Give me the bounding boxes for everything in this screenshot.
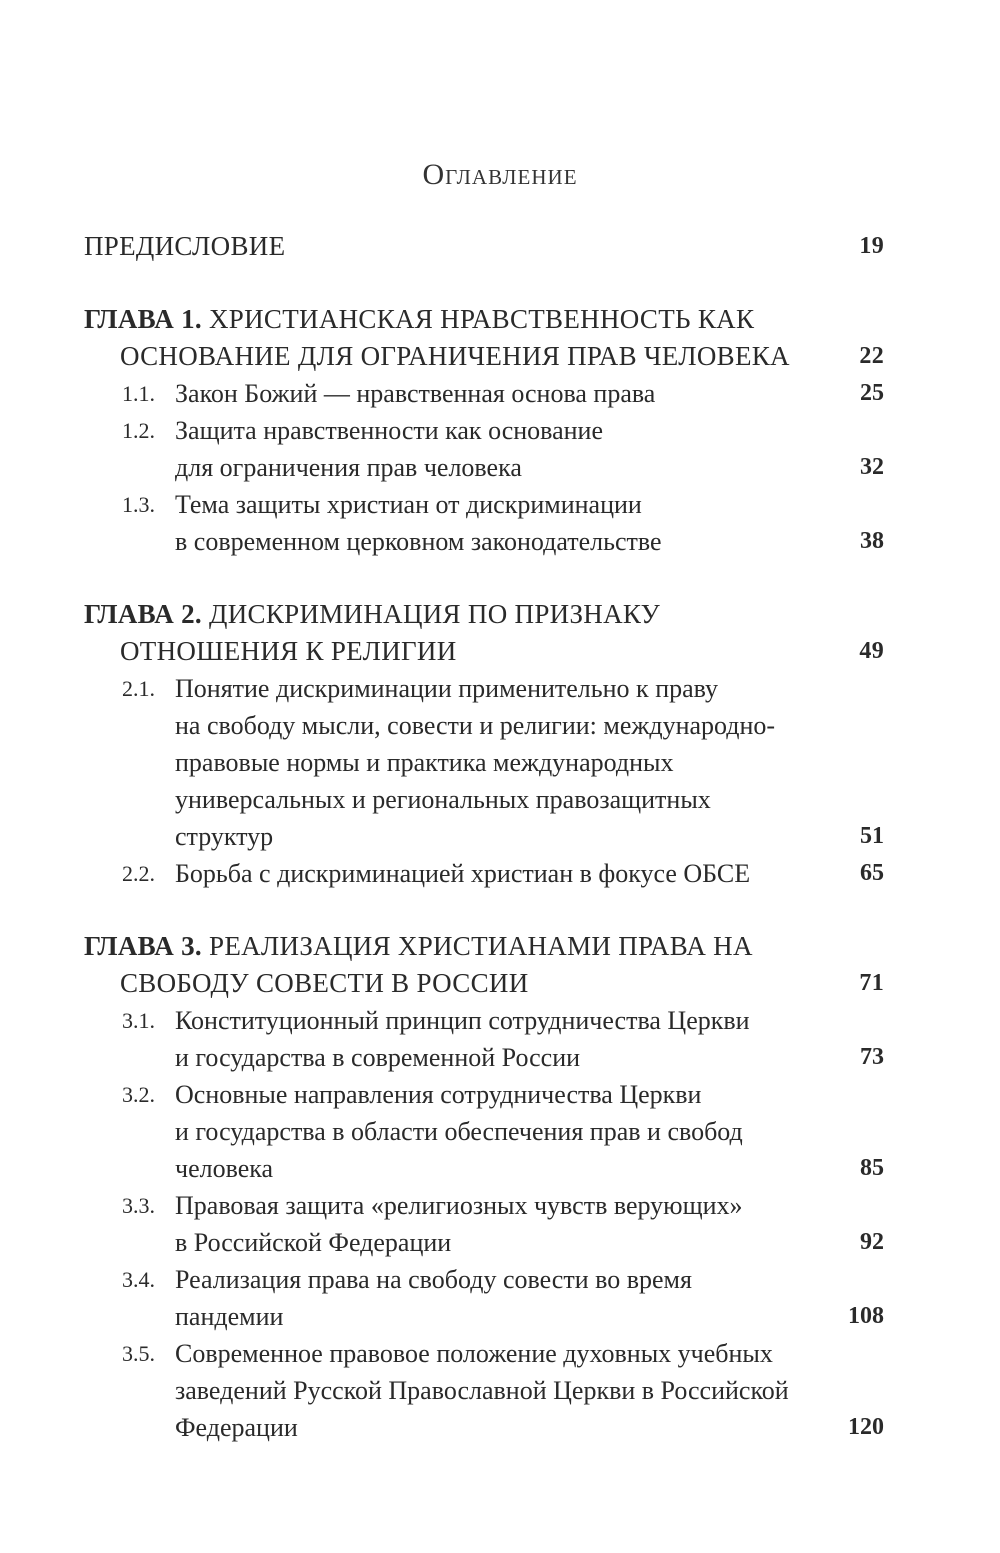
section-line (84, 486, 884, 523)
section-line (84, 781, 884, 818)
section-line (84, 1335, 884, 1372)
section-text: Борьба с дискриминацией христиан в фокусе ОБСЕ (175, 859, 751, 888)
section-line (84, 375, 884, 412)
section-text: и государства в области обеспечения прав и свобод (175, 1117, 743, 1146)
section-text: структур (175, 822, 274, 851)
section-page: 51 (860, 823, 884, 849)
section-text: заведений Русской Православной Церкви в Российской (175, 1376, 789, 1405)
section-line (84, 1409, 884, 1446)
toc-spacer (84, 265, 884, 301)
toc-spacer (84, 560, 884, 596)
section-text: Реализация права на свободу совести во время (175, 1265, 692, 1294)
section-number: 3.1. (122, 1008, 155, 1033)
section-text: Защита нравственности как основание (175, 416, 604, 445)
section-text: Федерации (175, 1413, 298, 1442)
section-page: 92 (860, 1229, 884, 1255)
section-page: 38 (860, 528, 884, 554)
chapter-heading-line (84, 633, 884, 670)
section-line (84, 1002, 884, 1039)
section-text: Понятие дискриминации применительно к праву (175, 674, 719, 703)
section-text: для ограничения прав человека (175, 453, 522, 482)
chapter-title-line1: ДИСКРИМИНАЦИЯ ПО ПРИЗНАКУ (209, 599, 661, 629)
section-text: Правовая защита «религиозных чувств верующих» (175, 1191, 743, 1220)
chapter-page: 22 (859, 343, 884, 369)
chapter-prefix: ГЛАВА 3. (84, 931, 202, 961)
section-line (84, 523, 884, 560)
section-line (84, 855, 884, 892)
section-text: Тема защиты христиан от дискриминации (175, 490, 642, 519)
section-text: Современное правовое положение духовных учебных (175, 1339, 773, 1368)
section-line (84, 744, 884, 781)
section-text: Конституционный принцип сотрудничества Церкви (175, 1006, 750, 1035)
section-page: 85 (860, 1155, 884, 1181)
toc-spacer (84, 892, 884, 928)
table-of-contents (84, 228, 884, 1446)
preface-label: ПРЕДИСЛОВИЕ (84, 231, 286, 261)
section-number: 3.4. (122, 1267, 155, 1292)
section-line (84, 1113, 884, 1150)
section-number: 1.1. (122, 381, 155, 406)
section-page: 108 (848, 1303, 884, 1329)
chapter-prefix: ГЛАВА 2. (84, 599, 202, 629)
section-number: 1.2. (122, 418, 155, 443)
toc-preface (84, 228, 884, 265)
chapter-title-line1: ХРИСТИАНСКАЯ НРАВСТВЕННОСТЬ КАК (209, 304, 755, 334)
section-line (84, 1298, 884, 1335)
section-line (84, 1039, 884, 1076)
chapter-page: 49 (859, 638, 884, 664)
section-page: 65 (860, 860, 884, 886)
section-text: и государства в современной России (175, 1043, 581, 1072)
section-number: 3.3. (122, 1193, 155, 1218)
chapter-heading-line (84, 928, 884, 965)
section-line (84, 1224, 884, 1261)
preface-page: 19 (859, 233, 884, 259)
chapter-title-line1: РЕАЛИЗАЦИЯ ХРИСТИАНАМИ ПРАВА НА (209, 931, 753, 961)
chapter-title-line2: СВОБОДУ СОВЕСТИ В РОССИИ (120, 968, 529, 998)
section-line (84, 670, 884, 707)
section-page: 73 (860, 1044, 884, 1070)
section-text: человека (175, 1154, 274, 1183)
chapter-heading-line (84, 338, 884, 375)
chapter-heading-line (84, 965, 884, 1002)
section-line (84, 818, 884, 855)
section-text: универсальных и региональных правозащитных (175, 785, 711, 814)
section-text: в Российской Федерации (175, 1228, 452, 1257)
section-line (84, 1372, 884, 1409)
section-text: пандемии (175, 1302, 284, 1331)
section-page: 120 (848, 1414, 884, 1440)
section-line (84, 1187, 884, 1224)
toc-title: Оглавление (422, 158, 578, 191)
section-number: 3.5. (122, 1341, 155, 1366)
section-page: 32 (860, 454, 884, 480)
section-line (84, 1150, 884, 1187)
section-page: 25 (860, 380, 884, 406)
chapter-title-line2: ОТНОШЕНИЯ К РЕЛИГИИ (120, 636, 457, 666)
section-line (84, 1076, 884, 1113)
section-number: 2.2. (122, 861, 155, 886)
chapter-page: 71 (859, 970, 884, 996)
section-text: на свободу мысли, совести и религии: международно- (175, 711, 776, 740)
section-line (84, 449, 884, 486)
section-text: Закон Божий — нравственная основа права (175, 379, 656, 408)
section-line (84, 1261, 884, 1298)
chapter-heading-line (84, 301, 884, 338)
section-text: Основные направления сотрудничества Церкви (175, 1080, 702, 1109)
section-text: правовые нормы и практика международных (175, 748, 674, 777)
chapter-heading-line (84, 596, 884, 633)
section-number: 2.1. (122, 676, 155, 701)
section-line (84, 412, 884, 449)
section-text: в современном церковном законодательстве (175, 527, 662, 556)
section-line (84, 707, 884, 744)
section-number: 3.2. (122, 1082, 155, 1107)
section-number: 1.3. (122, 492, 155, 517)
chapter-prefix: ГЛАВА 1. (84, 304, 202, 334)
chapter-title-line2: ОСНОВАНИЕ ДЛЯ ОГРАНИЧЕНИЯ ПРАВ ЧЕЛОВЕКА (120, 341, 790, 371)
